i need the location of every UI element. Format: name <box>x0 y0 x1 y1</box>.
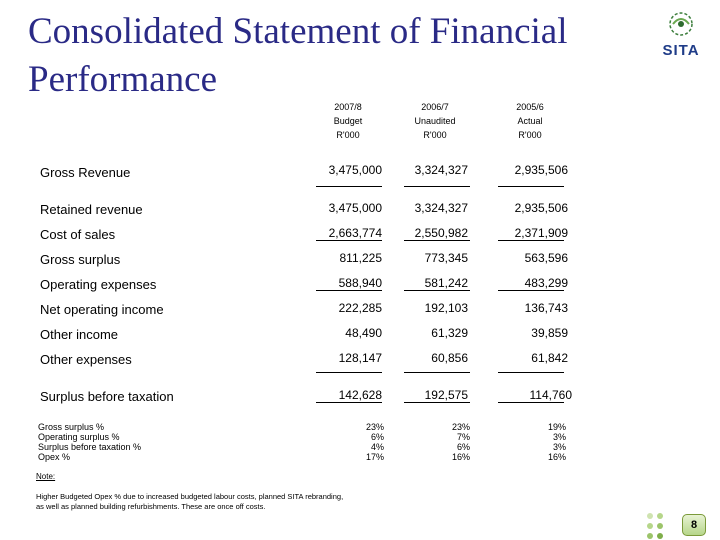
ratio-label: Gross surplus % <box>38 422 105 432</box>
underline <box>404 186 470 187</box>
underline <box>404 402 470 403</box>
cell-retained-revenue-unaudited: 3,324,327 <box>414 201 468 215</box>
page-number: 8 <box>682 514 706 536</box>
cell-operating-expenses-actual: 483,299 <box>524 276 568 290</box>
note-text <box>36 492 396 512</box>
cell-other-expenses-actual: 61,842 <box>531 351 568 365</box>
ratio-value: 17% <box>365 452 384 462</box>
row-label-net-operating-income: Net operating income <box>40 302 164 317</box>
column-type: Actual <box>517 116 543 126</box>
cell-other-expenses-budget: 128,147 <box>338 351 382 365</box>
underline <box>498 402 564 403</box>
underline <box>404 290 470 291</box>
underline <box>498 186 564 187</box>
column-type: Unaudited <box>414 116 456 126</box>
column-year: 2006/7 <box>421 102 449 112</box>
column-unit: R'000 <box>336 130 360 140</box>
ratio-value: 19% <box>547 422 566 432</box>
cell-other-income-budget: 48,490 <box>345 326 382 340</box>
underline <box>498 240 564 241</box>
ratio-labels <box>38 422 141 462</box>
row-label-other-income: Other income <box>40 327 119 342</box>
cell-surplus-before-taxation-unaudited: 192,575 <box>424 388 468 402</box>
column-year: 2005/6 <box>516 102 544 112</box>
ratio-value: 6% <box>456 442 470 452</box>
ratio-column-budget <box>324 422 384 462</box>
cell-net-operating-income-actual: 136,743 <box>524 301 568 315</box>
cell-net-operating-income-budget: 222,285 <box>338 301 382 315</box>
ratio-value: 3% <box>552 432 566 442</box>
title-line-1: Consolidated Statement of Financial <box>28 11 568 52</box>
ratio-value: 16% <box>451 452 470 462</box>
ratio-value: 23% <box>365 422 384 432</box>
underline <box>498 372 564 373</box>
cell-other-income-unaudited: 61,329 <box>431 326 468 340</box>
underline <box>316 402 382 403</box>
ratio-column-unaudited <box>410 422 470 462</box>
row-label-surplus-before-taxation: Surplus before taxation <box>40 389 174 404</box>
cell-gross-surplus-unaudited: 773,345 <box>424 251 468 265</box>
cell-operating-expenses-unaudited: 581,242 <box>424 276 468 290</box>
underline <box>316 290 382 291</box>
cell-cost-of-sales-budget: 2,663,774 <box>328 226 382 240</box>
ratio-value: 23% <box>451 422 470 432</box>
column-unit: R'000 <box>518 130 542 140</box>
cell-surplus-before-taxation-budget: 142,628 <box>338 388 382 402</box>
cell-surplus-before-taxation-actual: 114,760 <box>529 388 572 402</box>
column-header-unaudited <box>395 100 475 142</box>
decorative-dots-icon <box>644 510 674 540</box>
cell-gross-revenue-actual: 2,935,506 <box>514 163 568 177</box>
cell-gross-surplus-actual: 563,596 <box>524 251 568 265</box>
title-line-2: Performance <box>28 59 218 100</box>
row-label-gross-revenue: Gross Revenue <box>40 165 131 180</box>
cell-operating-expenses-budget: 588,940 <box>338 276 382 290</box>
column-year: 2007/8 <box>334 102 362 112</box>
cell-gross-revenue-unaudited: 3,324,327 <box>414 163 468 177</box>
ratio-value: 3% <box>552 442 566 452</box>
page-title <box>28 8 628 104</box>
underline <box>316 372 382 373</box>
ratio-value: 4% <box>370 442 384 452</box>
ratio-value: 7% <box>456 432 470 442</box>
ratio-column-actual <box>506 422 566 462</box>
underline <box>404 372 470 373</box>
underline <box>498 290 564 291</box>
cell-net-operating-income-unaudited: 192,103 <box>424 301 468 315</box>
cell-cost-of-sales-unaudited: 2,550,982 <box>414 226 468 240</box>
cell-cost-of-sales-actual: 2,371,909 <box>514 226 568 240</box>
cell-retained-revenue-budget: 3,475,000 <box>328 201 382 215</box>
ratio-label: Surplus before taxation % <box>38 442 142 452</box>
row-label-operating-expenses: Operating expenses <box>40 277 157 292</box>
ratio-value: 6% <box>370 432 384 442</box>
cell-other-expenses-unaudited: 60,856 <box>431 351 468 365</box>
underline <box>404 240 470 241</box>
cell-gross-revenue-budget: 3,475,000 <box>328 163 382 177</box>
row-label-cost-of-sales: Cost of sales <box>40 227 116 242</box>
column-header-actual <box>490 100 570 142</box>
column-type: Budget <box>333 116 363 126</box>
underline <box>316 186 382 187</box>
cell-gross-surplus-budget: 811,225 <box>339 251 382 265</box>
row-label-gross-surplus: Gross surplus <box>40 252 121 267</box>
column-unit: R'000 <box>423 130 447 140</box>
underline <box>316 240 382 241</box>
ratio-value: 16% <box>547 452 566 462</box>
note-line-1: Higher Budgeted Opex % due to increased budgeted labour costs, planned SITA rebranding, <box>36 492 344 501</box>
row-label-retained-revenue: Retained revenue <box>40 202 143 217</box>
note-line-2: as well as planned building refurbishments. These are once off costs. <box>36 502 266 511</box>
column-header-budget <box>308 100 388 142</box>
ratio-label: Opex % <box>38 452 71 462</box>
logo-text: SITA <box>662 42 700 59</box>
cell-retained-revenue-actual: 2,935,506 <box>514 201 568 215</box>
cell-other-income-actual: 39,859 <box>531 326 568 340</box>
note-label: Note: <box>36 472 56 481</box>
ratio-label: Operating surplus % <box>38 432 120 442</box>
row-label-other-expenses: Other expenses <box>40 352 132 367</box>
